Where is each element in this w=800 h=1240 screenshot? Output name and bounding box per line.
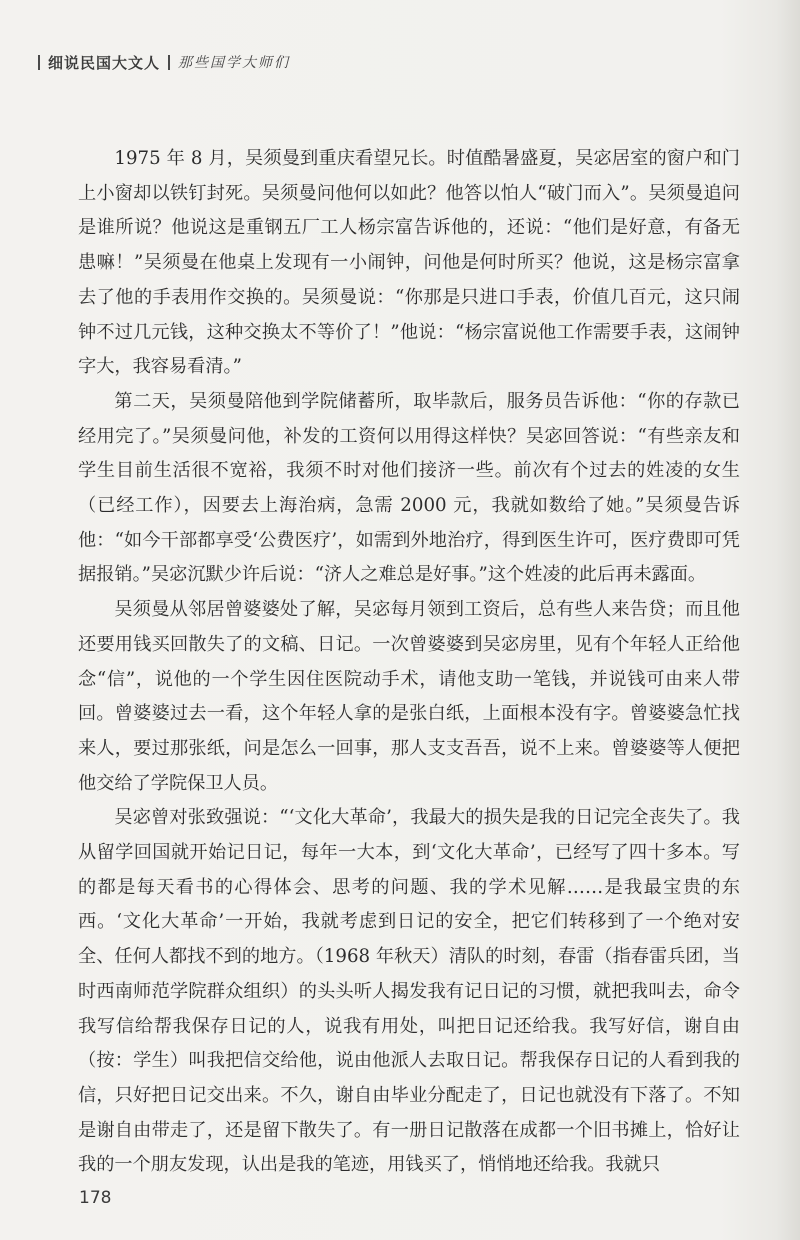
- running-header: [38, 50, 290, 74]
- page-number: 178: [79, 1188, 112, 1208]
- paragraph: 1975 年 8 月，吴须曼到重庆看望兄长。时值酷暑盛夏，吴宓居室的窗户和门上小窗却以铁钉封死。吴须曼问他何以如此？他答以怕人“破门而入”。吴须曼追问是谁所说？他说这是重钢五厂工人杨宗富告诉他的，还说：“他们是好意，有备无患嘛！”吴须曼在他桌上发现有一小闹钟，问他是何时所买？他说，这是杨宗富拿去了他的手表用作交换的。吴须曼说：“你那是只进口手表，价值几百元，这只闹钟不过几元钱，这种交换太不等价了！”他说：“杨宗富说他工作需要手表，这闹钟字大，我容易看清。”: [78, 148, 740, 378]
- paragraph: 第二天，吴须曼陪他到学院储蓄所，取毕款后，服务员告诉他：“你的存款已经用完了。”吴须曼问他，补发的工资何以用得这样快？吴宓回答说：“有些亲友和学生目前生活很不宽裕，我须不时对他们接济一些。前次有个过去的姓凌的女生（已经工作），因要去上海治病，急需 2000 元，我就如数给了她。”吴须曼告诉他：“如今干部都享受‘公费医疗’，如需到外地治疗，得到医生许可，医疗费即可凭据报销。”吴宓沉默少许后说：“济人之难总是好事。”这个姓凌的此后再未露面。: [78, 390, 740, 586]
- paragraph: 吴须曼从邻居曾婆婆处了解，吴宓每月领到工资后，总有些人来告贷；而且他还要用钱买回散失了的文稿、日记。一次曾婆婆到吴宓房里，见有个年轻人正给他念“信”，说他的一个学生因住医院动手术，请他支助一笔钱，并说钱可由来人带回。曾婆婆过去一看，这个年轻人拿的是张白纸，上面根本没有字。曾婆婆急忙找来人，要过那张纸，问是怎么一回事，那人支支吾吾，说不上来。曾婆婆等人便把他交给了学院保卫人员。: [78, 599, 740, 794]
- header-divider: [168, 55, 170, 70]
- paragraph: 吴宓曾对张致强说：“‘文化大革命’，我最大的损失是我的日记完全丧失了。我从留学回国就开始记日记，每年一大本，到‘文化大革命’，已经写了四十多本。写的都是每天看书的心得体会、思考的问题、我的学术见解……是我最宝贵的东西。‘文化大革命’一开始，我就考虑到日记的安全，把它们转移到了一个绝对安全、任何人都找不到的地方。（1968 年秋天）清队的时刻，春雷（指春雷兵团，当时西南师范学院群众组织）的头头听人揭发我有记日记的习惯，就把我叫去，命令我写信给帮我保存日记的人，说我有用处，叫把日记还给我。我写好信，谢自由（按：学生）叫我把信交给他，说由他派人去取日记。帮我保存日记的人看到我的信，只好把日记交出来。不久，谢自由毕业分配走了，日记也就没有下落了。不知是谢自由带走了，还是留下散失了。有一册日记散落在成都一个旧书摊上，恰好让我的一个朋友发现，认出是我的笔迹，用钱买了，悄悄地还给我。我就只: [78, 807, 740, 1176]
- body-text: [78, 142, 740, 1183]
- header-divider: [38, 55, 40, 70]
- book-title: 细说民国大文人: [48, 53, 161, 72]
- section-title: 那些国学大师们: [178, 55, 291, 71]
